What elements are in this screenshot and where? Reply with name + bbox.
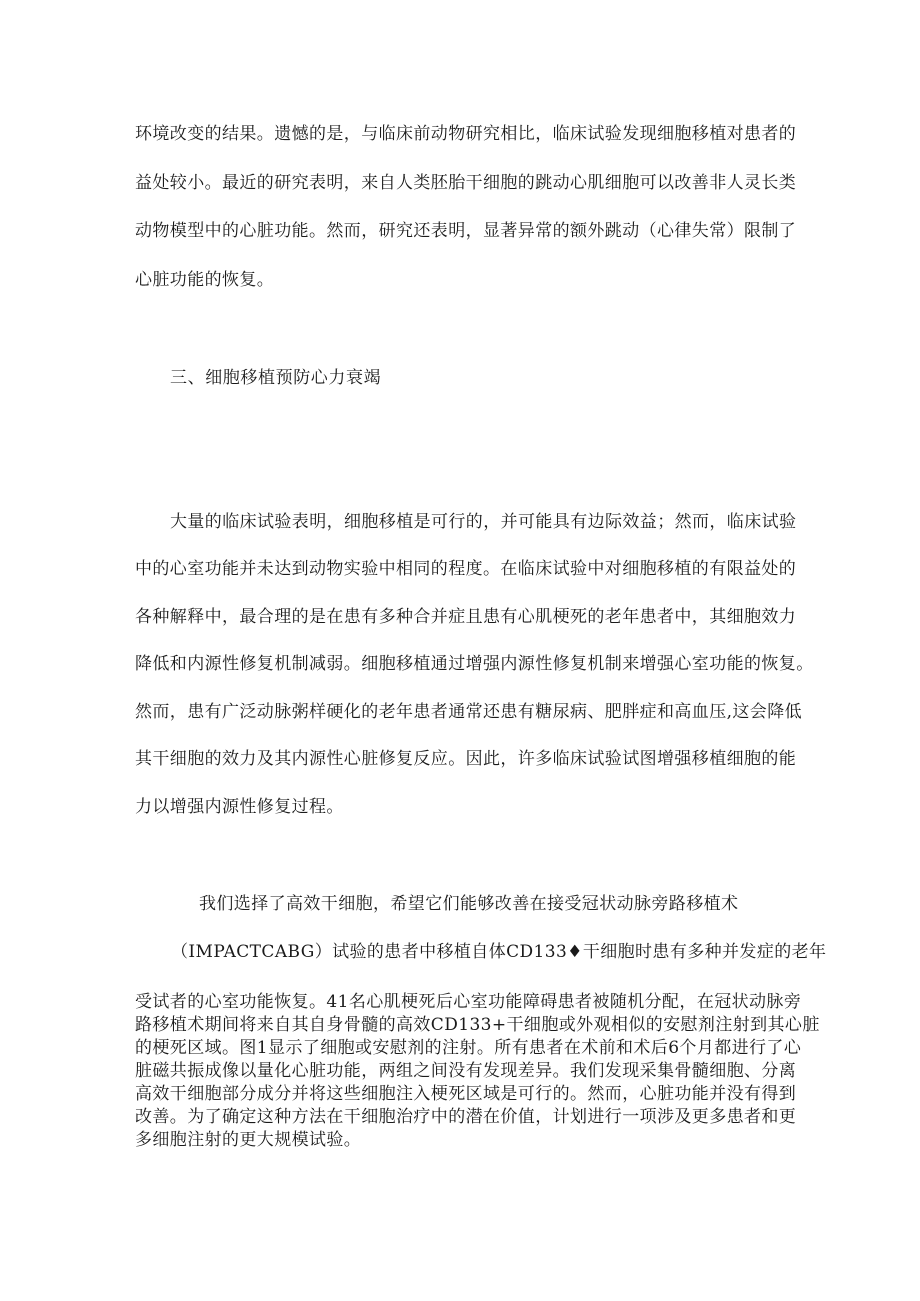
paragraph-4-line-2: 路移植术期间将来自其自身骨髓的高效CD133+干细胞或外观相似的安慰剂注射到其心脏 — [135, 1015, 820, 1035]
paragraph-4-line-1: 受试者的心室功能恢复。41名心肌梗死后心室功能障碍患者被随机分配，在冠状动脉旁 — [135, 992, 802, 1012]
paragraph-4-line-7: 多细胞注射的更大规模试验。 — [135, 1130, 362, 1150]
paragraph-1-line-3: 动物模型中的心脏功能。然而，研究还表明，显著异常的额外跳动（心律失常）限制了 — [135, 221, 797, 241]
paragraph-1-line-2: 益处较小。最近的研究表明，来自人类胚胎干细胞的跳动心肌细胞可以改善非人灵长类 — [135, 173, 797, 193]
paragraph-1-line-4: 心脏功能的恢复。 — [135, 270, 275, 290]
paragraph-2-line-3: 各种解释中，最合理的是在患有多种合并症且患有心肌梗死的老年患者中，其细胞效力 — [135, 607, 797, 627]
paragraph-2-line-7: 力以增强内源性修复过程。 — [135, 797, 344, 817]
paragraph-2-line-2: 中的心室功能并未达到动物实验中相同的程度。在临床试验中对细胞移植的有限益处的 — [135, 559, 797, 579]
paragraph-3-line-1: 我们选择了高效干细胞，希望它们能够改善在接受冠状动脉旁路移植术 — [199, 894, 739, 914]
paragraph-4-line-6: 改善。为了确定这种方法在干细胞治疗中的潜在价值，计划进行一项涉及更多患者和更 — [135, 1107, 797, 1127]
paragraph-2-line-4: 降低和内源性修复机制减弱。细胞移植通过增强内源性修复机制来增强心室功能的恢复。 — [135, 654, 814, 674]
paragraph-4-line-5: 高效干细胞部分成分并将这些细胞注入梗死区域是可行的。然而，心脏功能并没有得到 — [135, 1084, 797, 1104]
paragraph-4-line-3: 的梗死区域。图1显示了细胞或安慰剂的注射。所有患者在术前和术后6个月都进行了心 — [135, 1038, 802, 1058]
paragraph-2-line-5: 然而，患有广泛动脉粥样硬化的老年患者通常还患有糖尿病、肥胖症和高血压,这会降低 — [135, 702, 803, 722]
paragraph-4-line-4: 脏磁共振成像以量化心脏功能，两组之间没有发现差异。我们发现采集骨髓细胞、分离 — [135, 1061, 797, 1081]
paragraph-1-line-1: 环境改变的结果。遗憾的是，与临床前动物研究相比，临床试验发现细胞移植对患者的 — [135, 124, 797, 144]
paragraph-3-line-2: （IMPACTCABG）试验的患者中移植自体CD133♦干细胞时患有多种并发症的老年 — [171, 942, 827, 962]
section-heading: 三、细胞移植预防心力衰竭 — [170, 368, 382, 388]
paragraph-2-line-1: 大量的临床试验表明，细胞移植是可行的，并可能具有边际效益；然而，临床试验 — [170, 512, 797, 532]
paragraph-2-line-6: 其干细胞的效力及其内源性心脏修复反应。因此，许多临床试验试图增强移植细胞的能 — [135, 749, 797, 769]
